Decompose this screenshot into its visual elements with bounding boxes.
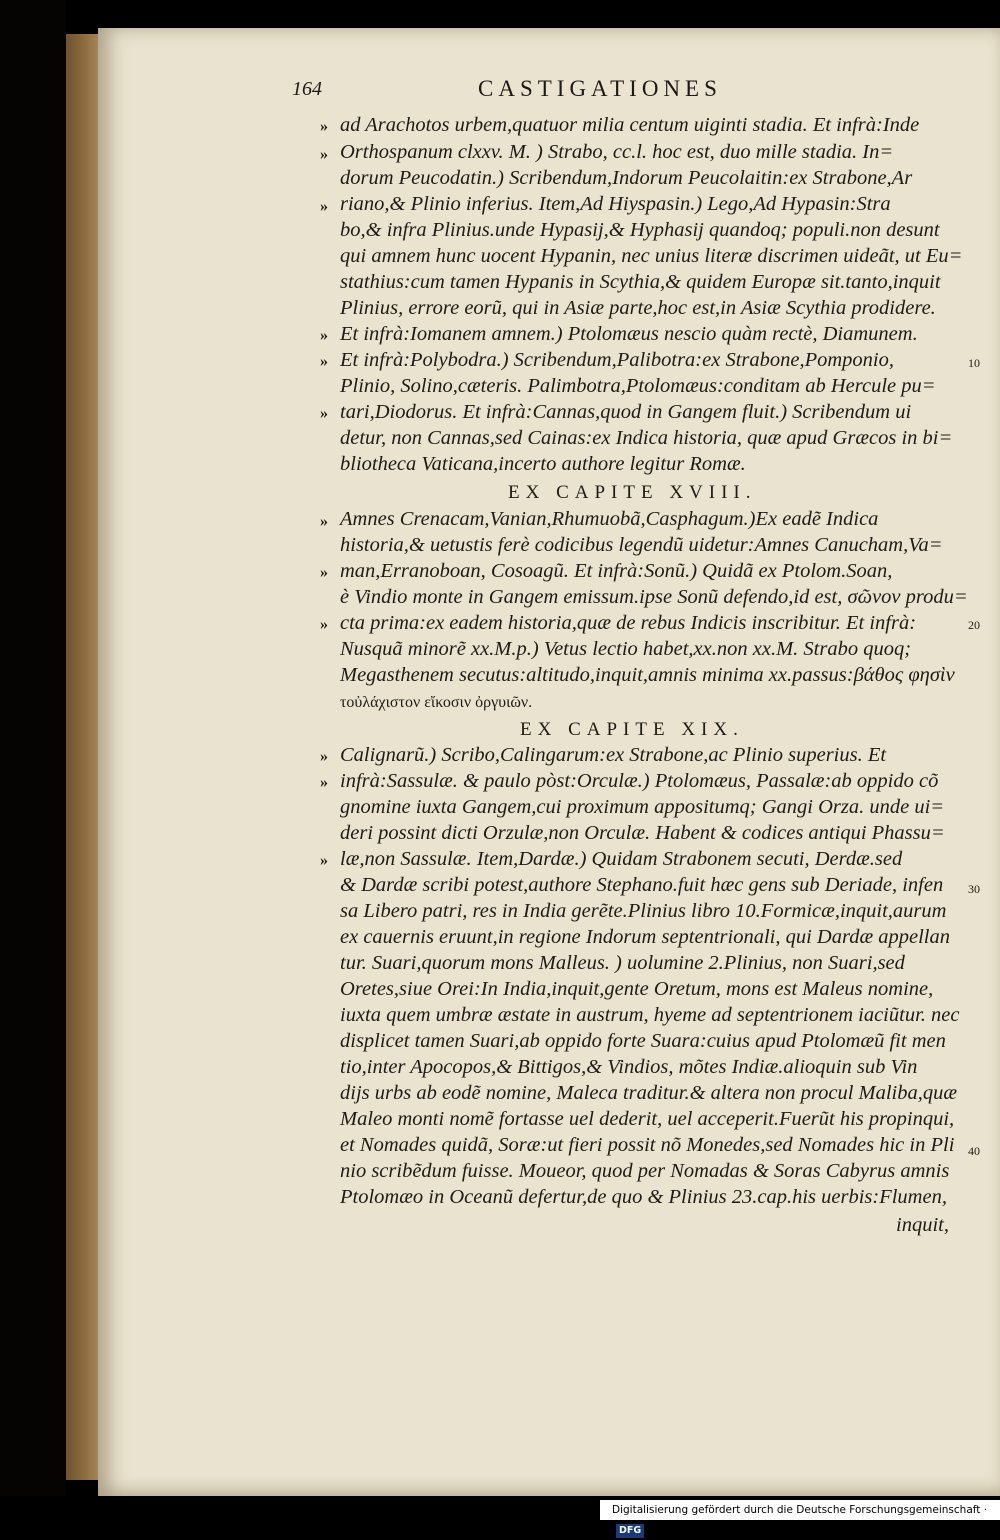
text-line: è Vindio monte in Gangem emissum.ipse Sonũ defendo,id est, σῶνον produ= bbox=[340, 586, 968, 608]
text-line: Et infrà:Iomanem amnem.) Ptolomæus nescio quàm rectè, Diamunem. bbox=[340, 323, 918, 345]
margin-quote-mark: » bbox=[320, 327, 328, 344]
text-line: man,Erranoboan, Cosoagũ. Et infrà:Sonũ.) Quidã ex Ptolom.Soan, bbox=[340, 560, 893, 582]
margin-quote-mark: » bbox=[320, 146, 328, 163]
text-line: gnomine iuxta Gangem,cui proximum appositumq; Gangi Orza. unde ui= bbox=[340, 796, 945, 818]
text-line: Plinius, errore eorũ, qui in Asiæ parte,hoc est,in Asiæ Scythia prodidere. bbox=[340, 297, 936, 319]
text-line: Oretes,siue Orei:In India,inquit,gente Oretum, mons est Maleus nomine, bbox=[340, 978, 934, 1000]
text-line: qui amnem hunc uocent Hypanin, nec unius literæ discrimen uideãt, ut Eu= bbox=[340, 245, 963, 267]
text-line: dorum Peucodatin.) Scribendum,Indorum Peucolaitin:ex Strabone,Ar bbox=[340, 167, 913, 189]
text-line: sa Libero patri, res in India gerẽte.Plinius libro 10.Formicæ,inquit,aurum bbox=[340, 900, 947, 922]
text-line: tur. Suari,quorum mons Malleus. ) uolumine 2.Plinius, non Suari,sed bbox=[340, 952, 905, 974]
text-line: tio,inter Apocopos,& Bittigos,& Vindios, mõtes Indiæ.alioquin sub Vin bbox=[340, 1056, 918, 1078]
margin-quote-mark: » bbox=[320, 405, 328, 422]
digitization-credit bbox=[600, 1500, 1000, 1536]
text-line: ex cauernis eruunt,in regione Indorum septentrionali, qui Dardæ appellan bbox=[340, 926, 950, 948]
text-line: historia,& uetustis ferè codicibus legendũ uidetur:Amnes Canucham,Va= bbox=[340, 534, 943, 556]
text-line: Amnes Crenacam,Vanian,Rhumuobã,Casphagum.)Ex eadẽ Indica bbox=[340, 508, 879, 530]
margin-quote-mark: » bbox=[320, 852, 328, 869]
page-number: 164 bbox=[292, 78, 322, 100]
text-line: Maleo monti nomẽ fortasse uel dederit, uel acceperit.Fuerũt his propinqui, bbox=[340, 1108, 955, 1130]
text-line: iuxta quem umbræ æstate in austrum, hyeme ad septentrionem iaciũtur. nec bbox=[340, 1004, 960, 1026]
text-line: bo,& infra Plinius.unde Hypasij,& Hyphasij quandoq; populi.non desunt bbox=[340, 219, 940, 241]
text-line: dijs urbs ab eodẽ nomine, Maleca traditur.& altera non procul Maliba,quæ bbox=[340, 1082, 958, 1104]
text-line: Nusquã minorẽ xx.M.p.) Vetus lectio habet,xx.non xx.M. Strabo quoq; bbox=[340, 638, 912, 660]
text-line: detur, non Cannas,sed Cainas:ex Indica historia, quæ apud Græcos in bi= bbox=[340, 427, 953, 449]
text-line: τοὐλάχιστον εἴκοσιν ὀργυιῶν. bbox=[340, 694, 533, 711]
margin-quote-mark: » bbox=[320, 198, 328, 215]
margin-quote-mark: » bbox=[320, 748, 328, 765]
text-line: infrà:Sassulæ. & paulo pòst:Orculæ.) Ptolomæus, Passalæ:ab oppido cõ bbox=[340, 770, 939, 792]
text-line: tari,Diodorus. Et infrà:Cannas,quod in Gangem fluit.) Scribendum ui bbox=[340, 401, 912, 423]
text-line: riano,& Plinio inferius. Item,Ad Hiyspasin.) Lego,Ad Hypasin:Stra bbox=[340, 193, 891, 215]
text-line: & Dardæ scribi potest,authore Stephano.fuit hæc gens sub Deriade, infen bbox=[340, 874, 944, 896]
text-line: cta prima:ex eadem historia,quæ de rebus Indicis inscribitur. Et infrà: bbox=[340, 612, 917, 634]
line-number: 30 bbox=[968, 882, 980, 896]
margin-quote-mark: » bbox=[320, 513, 328, 530]
credit-text: Digitalisierung gefördert durch die Deutsche Forschungsgemeinschaft · bbox=[612, 1504, 988, 1516]
dfg-logo: DFG bbox=[616, 1524, 644, 1538]
text-line: Plinio, Solino,cæteris. Palimbotra,Ptolomæus:conditam ab Hercule pu= bbox=[340, 375, 936, 397]
text-line: Et infrà:Polybodra.) Scribendum,Palibotra:ex Strabone,Pomponio, bbox=[340, 349, 894, 371]
margin-quote-mark: » bbox=[320, 118, 328, 135]
line-number: 10 bbox=[968, 356, 980, 370]
section-heading: EX CAPITE XVIII. bbox=[508, 482, 757, 503]
text-line: nio scribẽdum fuisse. Moueor, quod per Nomadas & Soras Cabyrus amnis bbox=[340, 1160, 950, 1182]
text-line: bliotheca Vaticana,incerto authore legitur Romæ. bbox=[340, 453, 746, 475]
text-line: ad Arachotos urbem,quatuor milia centum uiginti stadia. Et infrà:Inde bbox=[340, 114, 920, 136]
text-line: Orthospanum clxxv. M. ) Strabo, cc.l. hoc est, duo mille stadia. In= bbox=[340, 141, 894, 163]
text-line: displicet tamen Suari,ab oppido forte Suara:cuius apud Ptolomæũ fit men bbox=[340, 1030, 946, 1052]
text-line: Ptolomæo in Oceanũ defertur,de quo & Plinius 23.cap.his uerbis:Flumen, bbox=[340, 1186, 947, 1208]
page-title: CASTIGATIONES bbox=[478, 76, 722, 101]
text-body bbox=[98, 28, 1000, 1496]
text-line: deri possint dicti Orzulæ,non Orculæ. Habent & codices antiqui Phassu= bbox=[340, 822, 945, 844]
text-line: et Nomades quidã, Soræ:ut fieri possit nõ Monedes,sed Nomades hic in Pli bbox=[340, 1134, 955, 1156]
line-number: 20 bbox=[968, 618, 980, 632]
book-page bbox=[98, 28, 1000, 1496]
margin-quote-mark: » bbox=[320, 564, 328, 581]
line-number: 40 bbox=[968, 1144, 980, 1158]
text-line: stathius:cum tamen Hypanis in Scythia,& quidem Europæ sit.tanto,inquit bbox=[340, 271, 941, 293]
section-heading: EX CAPITE XIX. bbox=[520, 719, 744, 740]
text-line: læ,non Sassulæ. Item,Dardæ.) Quidam Strabonem secuti, Derdæ.sed bbox=[340, 848, 903, 870]
text-line: Megasthenem secutus:altitudo,inquit,amnis minima xx.passus:βάθος φησὶν bbox=[340, 664, 955, 686]
book-spine-shadow bbox=[0, 0, 66, 1496]
margin-quote-mark: » bbox=[320, 353, 328, 370]
text-line: Calignarũ.) Scribo,Calingarum:ex Strabone,ac Plinio superius. Et bbox=[340, 744, 887, 766]
margin-quote-mark: » bbox=[320, 774, 328, 791]
margin-quote-mark: » bbox=[320, 616, 328, 633]
catchword: inquit, bbox=[896, 1214, 949, 1236]
